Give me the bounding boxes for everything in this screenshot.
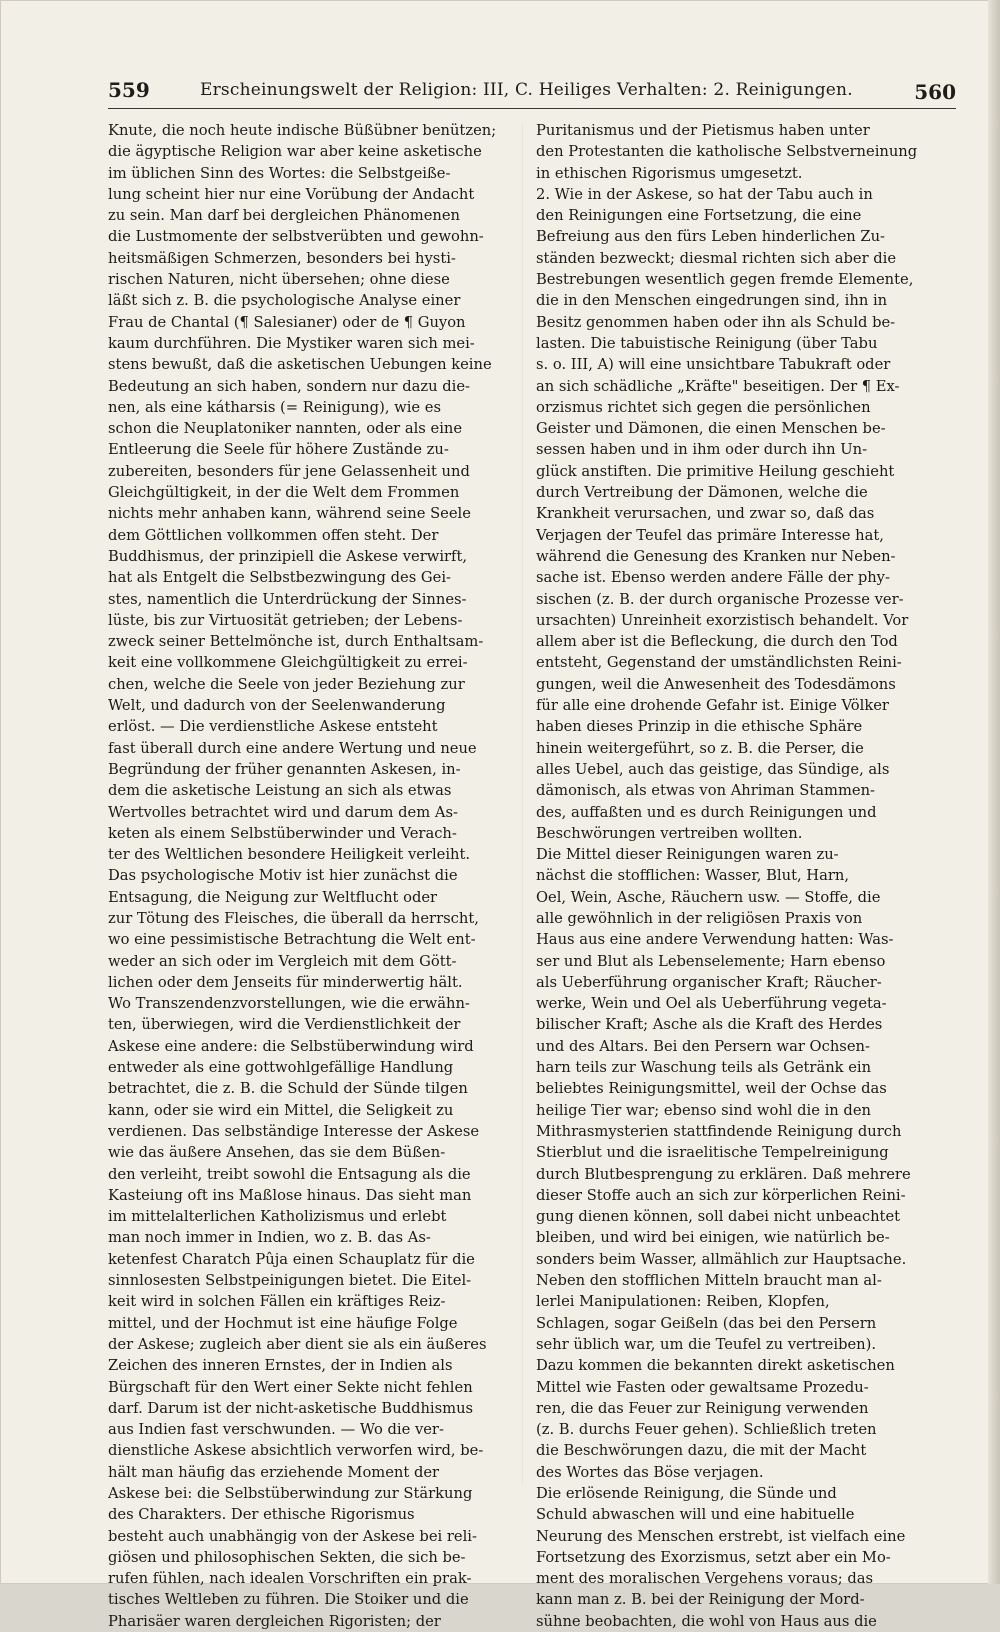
text-line: Neben den stofflichen Mitteln braucht man al- <box>536 1272 882 1290</box>
text-line: der Askese; zugleich aber dient sie als ein äußeres <box>108 1335 487 1353</box>
text-line: keten als einem Selbstüberwinder und Verach- <box>108 824 457 842</box>
running-title: Erscheinungswelt der Religion: III, C. Heiliges Verhalten: 2. Reinigungen. <box>200 80 853 100</box>
text-line: Bürgschaft für den Wert einer Sekte nicht fehlen <box>108 1378 473 1396</box>
text-line: ständen bezweckt; diesmal richten sich aber die <box>536 249 897 267</box>
text-line: den verleiht, treibt sowohl die Entsagung als die <box>108 1165 471 1183</box>
text-line: Askese eine andere: die Selbstüberwindung wird <box>108 1037 474 1055</box>
text-line: alles Uebel, auch das geistige, das Sündige, als <box>536 760 890 778</box>
text-line: darf. Darum ist der nicht-asketische Buddhismus <box>108 1399 474 1417</box>
text-line: dieser Stoffe auch an sich zur körperlichen Reini- <box>536 1186 906 1204</box>
text-line: wo eine pessimistische Betrachtung die Welt ent- <box>108 931 476 949</box>
text-line: fast überall durch eine andere Wertung und neue <box>108 739 477 757</box>
text-line: zubereiten, besonders für jene Gelassenheit und <box>108 462 470 480</box>
text-line: zu sein. Man darf bei dergleichen Phänomenen <box>108 207 460 225</box>
text-line: zweck seiner Bettelmönche ist, durch Enthaltsam- <box>108 633 484 651</box>
text-line: sehr üblich war, um die Teufel zu vertreiben). <box>536 1335 877 1353</box>
text-line: harn teils zur Waschung teils als Getränk ein <box>536 1059 872 1077</box>
text-line: Gleichgültigkeit, in der die Welt dem Frommen <box>108 484 460 502</box>
column-gutter <box>522 124 523 1484</box>
text-line: die Lustmomente der selbstverübten und gewohn- <box>108 228 484 246</box>
text-line: Entleerung die Seele für höhere Zustände zu- <box>108 441 449 459</box>
text-line: verdienen. Das selbständige Interesse der Askese <box>108 1122 480 1140</box>
text-line: Bedeutung an sich haben, sondern nur dazu die- <box>108 377 470 395</box>
text-line: Die Mittel dieser Reinigungen waren zu- <box>536 846 839 864</box>
text-line: betrachtet, die z. B. die Schuld der Sünde tilgen <box>108 1080 468 1098</box>
text-line: sühne beobachten, die wohl von Haus aus die <box>536 1612 877 1630</box>
text-line: haben dieses Prinzip in die ethische Sphäre <box>536 718 863 736</box>
text-line: dem die asketische Leistung an sich als etwas <box>108 782 452 800</box>
text-line: bleiben, und wird bei einigen, wie natürlich be- <box>536 1229 890 1247</box>
text-line: heitsmäßigen Schmerzen, besonders bei hysti- <box>108 249 456 267</box>
text-line: Begründung der früher genannten Askesen, in- <box>108 760 461 778</box>
text-line: Mithrasmysterien stattfindende Reinigung durch <box>536 1122 902 1140</box>
page-number-left: 559 <box>108 78 150 102</box>
text-line: Das psychologische Motiv ist hier zunächst die <box>108 867 458 885</box>
text-line: des Charakters. Der ethische Rigorismus <box>108 1506 415 1524</box>
text-line: Entsagung, die Neigung zur Weltflucht oder <box>108 888 438 906</box>
text-line: durch Vertreibung der Dämonen, welche die <box>536 484 868 502</box>
text-line: keit wird in solchen Fällen ein kräftiges Reiz- <box>108 1293 446 1311</box>
text-line: Neurung des Menschen erstrebt, ist vielfach eine <box>536 1527 906 1545</box>
text-line: hinein weitergeführt, so z. B. die Perser, die <box>536 739 864 757</box>
text-line: lerlei Manipulationen: Reiben, Klopfen, <box>536 1293 830 1311</box>
text-line: allem aber ist die Befleckung, die durch den Tod <box>536 633 898 651</box>
text-line: Beschwörungen vertreiben wollten. <box>536 824 803 842</box>
text-line: lasten. Die tabuistische Reinigung (über Tabu <box>536 334 878 352</box>
right-column <box>536 120 936 1632</box>
text-line: sache ist. Ebenso werden andere Fälle der phy- <box>536 569 890 587</box>
text-line: Fortsetzung des Exorzismus, setzt aber ein Mo- <box>536 1548 891 1566</box>
text-line: Zeichen des inneren Ernstes, der in Indien als <box>108 1357 453 1375</box>
text-line: Oel, Wein, Asche, Räuchern usw. — Stoffe, die <box>536 888 881 906</box>
text-line: s. o. III, A) will eine unsichtbare Tabukraft oder <box>536 356 891 374</box>
text-line: Pharisäer waren dergleichen Rigoristen; der <box>108 1612 441 1630</box>
text-line: den Protestanten die katholische Selbstverneinung <box>536 143 918 161</box>
text-line: während die Genesung des Kranken nur Neben- <box>536 547 896 565</box>
text-line: Kasteiung oft ins Maßlose hinaus. Das sieht man <box>108 1186 472 1204</box>
text-line: beliebtes Reinigungsmittel, weil der Ochse das <box>536 1080 887 1098</box>
text-line: ser und Blut als Lebenselemente; Harn ebenso <box>536 952 886 970</box>
text-line: läßt sich z. B. die psychologische Analyse einer <box>108 292 461 310</box>
text-line: lung scheint hier nur eine Vorübung der Andacht <box>108 185 475 203</box>
text-line: tisches Weltleben zu führen. Die Stoiker und die <box>108 1591 469 1609</box>
text-line: in ethischen Rigorismus umgesetzt. <box>536 164 803 182</box>
text-line: entweder als eine gottwohlgefällige Handlung <box>108 1059 454 1077</box>
text-line: kann man z. B. bei der Reinigung der Mord- <box>536 1591 865 1609</box>
text-line: heilige Tier war; ebenso sind wohl die in den <box>536 1101 871 1119</box>
text-line: die Beschwörungen dazu, die mit der Macht <box>536 1442 867 1460</box>
text-line: ment des moralischen Vergehens voraus; das <box>536 1570 874 1588</box>
text-line: des, auffaßten und es durch Reinigungen und <box>536 803 877 821</box>
text-line: Schlagen, sogar Geißeln (das bei den Persern <box>536 1314 877 1332</box>
text-line: stes, namentlich die Unterdrückung der Sinnes- <box>108 590 467 608</box>
text-line: ten, überwiegen, wird die Verdienstlichkeit der <box>108 1016 461 1034</box>
page-header <box>108 70 956 106</box>
text-line: dem Göttlichen vollkommen offen steht. Der <box>108 526 439 544</box>
text-line: keit eine vollkommene Gleichgültigkeit zu errei- <box>108 654 468 672</box>
text-line: besteht auch unabhängig von der Askese bei reli- <box>108 1527 477 1545</box>
text-line: Askese bei: die Selbstüberwindung zur Stärkung <box>108 1485 473 1502</box>
page-edge-shadow <box>988 0 1000 1584</box>
text-line: chen, welche die Seele von jeder Beziehung zur <box>108 675 465 693</box>
text-line: Haus aus eine andere Verwendung hatten: Was- <box>536 931 894 949</box>
text-line: Befreiung aus den fürs Leben hinderlichen Zu- <box>536 228 886 246</box>
text-line: und des Altars. Bei den Persern war Ochsen- <box>536 1037 870 1055</box>
text-line: des Wortes das Böse verjagen. <box>536 1463 764 1481</box>
text-line: Frau de Chantal (¶ Salesianer) oder de ¶ Guyon <box>108 313 466 331</box>
text-line: dienstliche Askese absichtlich verworfen wird, be- <box>108 1442 484 1460</box>
text-line: Geister und Dämonen, die einen Menschen be- <box>536 420 886 438</box>
text-line: im üblichen Sinn des Wortes: die Selbstgeiße- <box>108 164 451 182</box>
text-line: lichen oder dem Jenseits für minderwertig hält. <box>108 973 463 991</box>
text-line: Schuld abwaschen will und eine habituelle <box>536 1506 855 1524</box>
page-number-right: 560 <box>914 80 956 104</box>
text-line: nen, als eine kátharsis (= Reinigung), wie es <box>108 398 442 416</box>
text-line: dämonisch, als etwas von Ahriman Stammen- <box>536 782 875 800</box>
text-line: 2. Wie in der Askese, so hat der Tabu auch in <box>536 185 873 203</box>
text-line: aus Indien fast verschwunden. — Wo die ver- <box>108 1421 444 1439</box>
text-line: Mittel wie Fasten oder gewaltsame Prozedu- <box>536 1378 869 1396</box>
text-line: rischen Naturen, nicht übersehen; ohne diese <box>108 271 450 289</box>
text-line: kann, oder sie wird ein Mittel, die Seligkeit zu <box>108 1101 454 1119</box>
text-line: gungen, weil die Anwesenheit des Todesdämons <box>536 675 896 693</box>
left-column <box>108 120 508 1632</box>
text-line: Welt, und dadurch von der Seelenwanderung <box>108 697 446 715</box>
text-line: die in den Menschen eingedrungen sind, ihn in <box>536 292 888 310</box>
text-line: Dazu kommen die bekannten direkt asketischen <box>536 1357 895 1375</box>
text-line: sischen (z. B. der durch organische Prozesse ver- <box>536 590 904 608</box>
text-line: Verjagen der Teufel das primäre Interesse hat, <box>536 526 884 544</box>
text-line: glück anstiften. Die primitive Heilung geschieht <box>536 462 895 480</box>
text-line: die ägyptische Religion war aber keine asketische <box>108 143 482 161</box>
text-line: ren, die das Feuer zur Reinigung verwenden <box>536 1399 869 1417</box>
text-line: nächst die stofflichen: Wasser, Blut, Harn, <box>536 867 850 885</box>
text-line: man noch immer in Indien, wo z. B. das As- <box>108 1229 431 1247</box>
text-line: kaum durchführen. Die Mystiker waren sich mei- <box>108 334 475 352</box>
text-line: sonders beim Wasser, allmählich zur Hauptsache. <box>536 1250 907 1268</box>
text-line: erlöst. — Die verdienstliche Askese entsteht <box>108 718 438 736</box>
text-line: schon die Neuplatoniker nannten, oder als eine <box>108 420 463 438</box>
text-line: zur Tötung des Fleisches, die überall da herrscht, <box>108 909 479 927</box>
text-line: Buddhismus, der prinzipiell die Askese verwirft, <box>108 547 468 565</box>
text-line: mittel, und der Hochmut ist eine häufige Folge <box>108 1314 458 1332</box>
text-line: gung dienen können, soll dabei nicht unbeachtet <box>536 1208 901 1226</box>
text-line: bilischer Kraft; Asche als die Kraft des Herdes <box>536 1016 883 1034</box>
text-line: nichts mehr anhaben kann, während seine Seele <box>108 505 471 523</box>
text-line: ter des Weltlichen besondere Heiligkeit verleiht. <box>108 846 471 864</box>
text-line: Wo Transzendenzvorstellungen, wie die erwähn- <box>108 995 470 1013</box>
text-line: entsteht, Gegenstand der umständlichsten Reini- <box>536 654 902 672</box>
text-line: rufen fühlen, nach idealen Vorschriften ein prak- <box>108 1570 472 1588</box>
text-line: sinnlosesten Selbstpeinigungen bietet. Die Eitel- <box>108 1272 472 1290</box>
text-line: lüste, bis zur Virtuosität getrieben; der Lebens- <box>108 611 463 629</box>
text-line: wie das äußere Ansehen, das sie dem Büßen- <box>108 1144 446 1162</box>
text-line: weder an sich oder im Vergleich mit dem Gött- <box>108 952 457 970</box>
text-line: hat als Entgelt die Selbstbezwingung des Gei- <box>108 569 451 587</box>
text-line: orzismus richtet sich gegen die persönlichen <box>536 398 871 416</box>
text-line: Krankheit verursachen, und zwar so, daß das <box>536 505 875 523</box>
text-line: (z. B. durchs Feuer gehen). Schließlich treten <box>536 1421 877 1439</box>
text-line: giösen und philosophischen Sekten, die sich be- <box>108 1548 466 1566</box>
text-line: für alle eine drohende Gefahr ist. Einige Völker <box>536 697 889 715</box>
text-line: Puritanismus und der Pietismus haben unter <box>536 122 870 139</box>
header-rule <box>108 108 956 109</box>
text-line: stens bewußt, daß die asketischen Uebungen keine <box>108 356 492 374</box>
text-line: Besitz genommen haben oder ihn als Schuld be- <box>536 313 896 331</box>
text-line: hält man häufig das erziehende Moment der <box>108 1463 440 1481</box>
text-line: Knute, die noch heute indische Büßübner benützen; <box>108 122 497 139</box>
text-line: alle gewöhnlich in der religiösen Praxis von <box>536 909 863 927</box>
text-line: Stierblut und die israelitische Tempelreinigung <box>536 1144 889 1162</box>
text-line: Die erlösende Reinigung, die Sünde und <box>536 1485 837 1502</box>
text-line: als Ueberführung organischer Kraft; Räucher- <box>536 973 882 991</box>
text-line: sessen haben und in ihm oder durch ihn Un- <box>536 441 868 459</box>
text-line: werke, Wein und Oel als Ueberführung vegeta- <box>536 995 887 1013</box>
text-line: im mittelalterlichen Katholizismus und erlebt <box>108 1208 447 1226</box>
text-line: Bestrebungen wesentlich gegen fremde Elemente, <box>536 271 914 289</box>
text-line: ketenfest Charatch Pûja einen Schauplatz für die <box>108 1250 475 1268</box>
text-line: an sich schädliche „Kräfte" beseitigen. Der ¶ Ex- <box>536 377 900 395</box>
text-line: ursachten) Unreinheit exorzistisch behandelt. Vor <box>536 611 909 629</box>
text-line: durch Blutbesprengung zu erklären. Daß mehrere <box>536 1165 911 1183</box>
text-line: den Reinigungen eine Fortsetzung, die eine <box>536 207 862 225</box>
text-line: Wertvolles betrachtet wird und darum dem As- <box>108 803 458 821</box>
